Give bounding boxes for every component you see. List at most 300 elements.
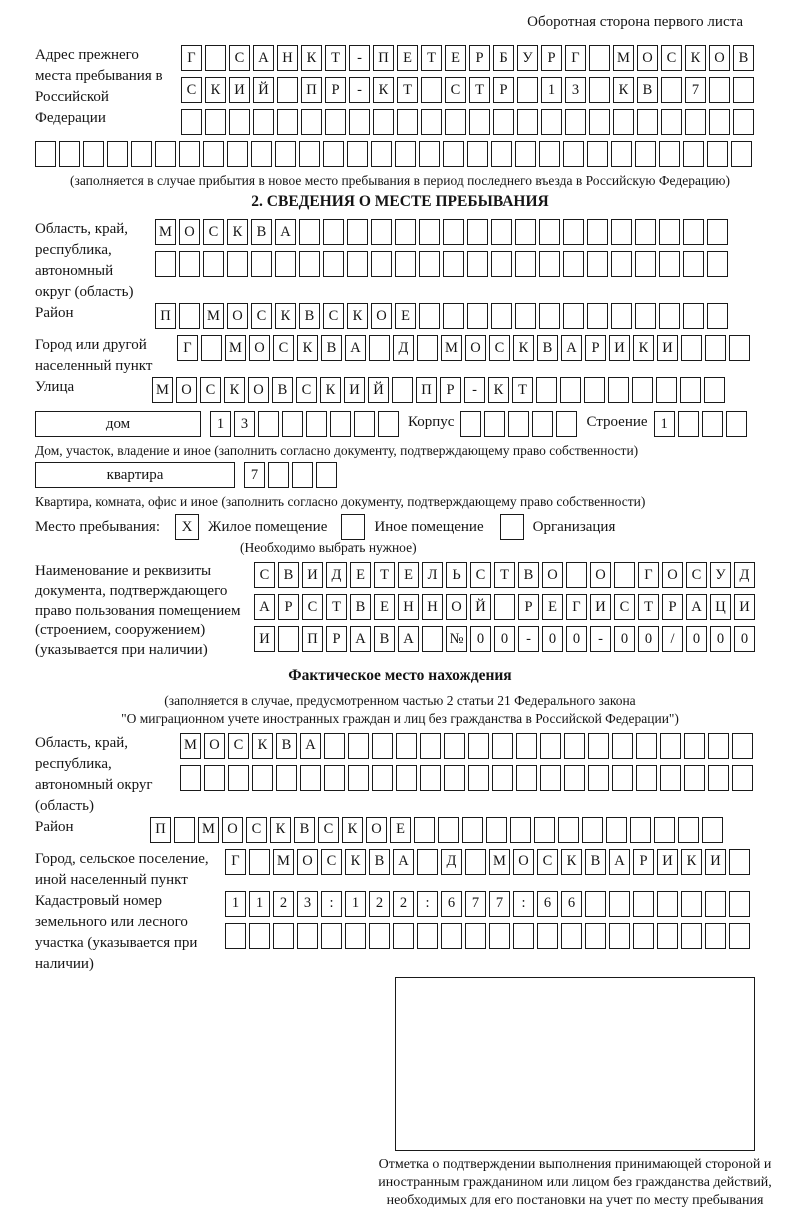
- char-cell[interactable]: О: [637, 45, 658, 71]
- char-cell[interactable]: 7: [489, 891, 510, 917]
- char-cell[interactable]: К: [633, 335, 654, 361]
- char-cell[interactable]: П: [373, 45, 394, 71]
- char-cell[interactable]: С: [203, 219, 224, 245]
- char-cell[interactable]: [709, 109, 730, 135]
- char-cell[interactable]: О: [662, 562, 683, 588]
- char-cell[interactable]: К: [224, 377, 245, 403]
- char-cell[interactable]: [636, 765, 657, 791]
- char-cell[interactable]: [540, 765, 561, 791]
- char-cell[interactable]: О: [249, 335, 270, 361]
- char-cell[interactable]: П: [302, 626, 323, 652]
- char-cell[interactable]: [491, 219, 512, 245]
- char-cell[interactable]: [299, 251, 320, 277]
- char-cell[interactable]: М: [441, 335, 462, 361]
- char-cell[interactable]: С: [200, 377, 221, 403]
- char-cell[interactable]: Р: [469, 45, 490, 71]
- char-cell[interactable]: И: [657, 335, 678, 361]
- char-cell[interactable]: В: [537, 335, 558, 361]
- char-cell[interactable]: [588, 765, 609, 791]
- char-cell[interactable]: [685, 109, 706, 135]
- char-cell[interactable]: [83, 141, 104, 167]
- char-cell[interactable]: [612, 765, 633, 791]
- char-cell[interactable]: П: [150, 817, 171, 843]
- char-cell[interactable]: О: [366, 817, 387, 843]
- char-cell[interactable]: :: [321, 891, 342, 917]
- char-cell[interactable]: В: [374, 626, 395, 652]
- char-cell[interactable]: [587, 141, 608, 167]
- char-cell[interactable]: Н: [398, 594, 419, 620]
- char-cell[interactable]: С: [489, 335, 510, 361]
- char-cell[interactable]: [637, 109, 658, 135]
- char-cell[interactable]: [420, 765, 441, 791]
- char-cell[interactable]: [563, 251, 584, 277]
- char-cell[interactable]: К: [227, 219, 248, 245]
- char-cell[interactable]: [468, 733, 489, 759]
- char-cell[interactable]: [584, 377, 605, 403]
- char-cell[interactable]: Г: [177, 335, 198, 361]
- char-cell[interactable]: С: [323, 303, 344, 329]
- char-cell[interactable]: [541, 109, 562, 135]
- char-cell[interactable]: А: [345, 335, 366, 361]
- char-cell[interactable]: [489, 923, 510, 949]
- char-cell[interactable]: И: [229, 77, 250, 103]
- char-cell[interactable]: [614, 562, 635, 588]
- char-cell[interactable]: С: [228, 733, 249, 759]
- char-cell[interactable]: [227, 141, 248, 167]
- char-cell[interactable]: Е: [390, 817, 411, 843]
- char-cell[interactable]: Р: [518, 594, 539, 620]
- char-cell[interactable]: Г: [638, 562, 659, 588]
- char-cell[interactable]: К: [270, 817, 291, 843]
- char-cell[interactable]: А: [561, 335, 582, 361]
- char-cell[interactable]: Й: [253, 77, 274, 103]
- char-cell[interactable]: [369, 923, 390, 949]
- char-cell[interactable]: 0: [710, 626, 731, 652]
- char-cell[interactable]: [417, 335, 438, 361]
- char-cell[interactable]: [443, 219, 464, 245]
- char-cell[interactable]: [373, 109, 394, 135]
- char-cell[interactable]: Ь: [446, 562, 467, 588]
- char-cell[interactable]: [205, 45, 226, 71]
- char-cell[interactable]: Р: [633, 849, 654, 875]
- char-cell[interactable]: 3: [234, 411, 255, 437]
- char-cell[interactable]: О: [222, 817, 243, 843]
- char-cell[interactable]: [443, 303, 464, 329]
- char-cell[interactable]: [657, 891, 678, 917]
- char-cell[interactable]: Т: [326, 594, 347, 620]
- char-cell[interactable]: [635, 219, 656, 245]
- char-cell[interactable]: С: [251, 303, 272, 329]
- char-cell[interactable]: Т: [638, 594, 659, 620]
- char-cell[interactable]: [704, 377, 725, 403]
- char-cell[interactable]: [300, 765, 321, 791]
- char-cell[interactable]: С: [321, 849, 342, 875]
- char-cell[interactable]: 1: [654, 411, 675, 437]
- char-cell[interactable]: К: [301, 45, 322, 71]
- char-cell[interactable]: Р: [440, 377, 461, 403]
- char-cell[interactable]: [323, 219, 344, 245]
- char-cell[interactable]: Р: [541, 45, 562, 71]
- char-cell[interactable]: [316, 462, 337, 488]
- char-cell[interactable]: [681, 335, 702, 361]
- char-cell[interactable]: [324, 733, 345, 759]
- char-cell[interactable]: [611, 303, 632, 329]
- char-cell[interactable]: [630, 817, 651, 843]
- char-cell[interactable]: О: [465, 335, 486, 361]
- char-cell[interactable]: [729, 335, 750, 361]
- char-cell[interactable]: [268, 462, 289, 488]
- char-cell[interactable]: В: [518, 562, 539, 588]
- char-cell[interactable]: -: [349, 45, 370, 71]
- organization-checkbox[interactable]: [500, 514, 524, 540]
- char-cell[interactable]: [587, 219, 608, 245]
- char-cell[interactable]: Н: [277, 45, 298, 71]
- char-cell[interactable]: [661, 77, 682, 103]
- char-cell[interactable]: Р: [326, 626, 347, 652]
- char-cell[interactable]: 2: [273, 891, 294, 917]
- char-cell[interactable]: П: [155, 303, 176, 329]
- char-cell[interactable]: [273, 923, 294, 949]
- char-cell[interactable]: [683, 251, 704, 277]
- char-cell[interactable]: 1: [210, 411, 231, 437]
- char-cell[interactable]: Д: [393, 335, 414, 361]
- char-cell[interactable]: К: [613, 77, 634, 103]
- char-cell[interactable]: [462, 817, 483, 843]
- char-cell[interactable]: С: [470, 562, 491, 588]
- char-cell[interactable]: [516, 765, 537, 791]
- char-cell[interactable]: [228, 765, 249, 791]
- char-cell[interactable]: 0: [566, 626, 587, 652]
- char-cell[interactable]: [369, 335, 390, 361]
- char-cell[interactable]: [180, 765, 201, 791]
- char-cell[interactable]: [515, 141, 536, 167]
- char-cell[interactable]: [155, 141, 176, 167]
- char-cell[interactable]: О: [248, 377, 269, 403]
- char-cell[interactable]: [561, 923, 582, 949]
- char-cell[interactable]: [494, 594, 515, 620]
- char-cell[interactable]: [660, 765, 681, 791]
- char-cell[interactable]: В: [278, 562, 299, 588]
- char-cell[interactable]: Р: [662, 594, 683, 620]
- char-cell[interactable]: [282, 411, 303, 437]
- char-cell[interactable]: [659, 219, 680, 245]
- char-cell[interactable]: 7: [685, 77, 706, 103]
- char-cell[interactable]: К: [488, 377, 509, 403]
- char-cell[interactable]: К: [681, 849, 702, 875]
- char-cell[interactable]: [611, 219, 632, 245]
- char-cell[interactable]: А: [275, 219, 296, 245]
- char-cell[interactable]: [372, 733, 393, 759]
- char-cell[interactable]: В: [637, 77, 658, 103]
- char-cell[interactable]: О: [446, 594, 467, 620]
- char-cell[interactable]: [441, 923, 462, 949]
- char-cell[interactable]: [633, 891, 654, 917]
- char-cell[interactable]: 0: [542, 626, 563, 652]
- char-cell[interactable]: 0: [494, 626, 515, 652]
- char-cell[interactable]: [348, 733, 369, 759]
- char-cell[interactable]: [467, 141, 488, 167]
- char-cell[interactable]: [659, 303, 680, 329]
- char-cell[interactable]: [393, 923, 414, 949]
- char-cell[interactable]: [486, 817, 507, 843]
- char-cell[interactable]: О: [176, 377, 197, 403]
- char-cell[interactable]: В: [733, 45, 754, 71]
- char-cell[interactable]: [539, 141, 560, 167]
- char-cell[interactable]: К: [513, 335, 534, 361]
- char-cell[interactable]: [732, 765, 753, 791]
- char-cell[interactable]: [443, 141, 464, 167]
- char-cell[interactable]: [179, 303, 200, 329]
- char-cell[interactable]: [589, 45, 610, 71]
- char-cell[interactable]: [708, 733, 729, 759]
- char-cell[interactable]: [566, 562, 587, 588]
- char-cell[interactable]: [609, 923, 630, 949]
- char-cell[interactable]: [179, 141, 200, 167]
- char-cell[interactable]: [278, 626, 299, 652]
- char-cell[interactable]: Е: [445, 45, 466, 71]
- char-cell[interactable]: [632, 377, 653, 403]
- char-cell[interactable]: Й: [368, 377, 389, 403]
- char-cell[interactable]: 7: [465, 891, 486, 917]
- char-cell[interactable]: [492, 733, 513, 759]
- char-cell[interactable]: 0: [734, 626, 755, 652]
- char-cell[interactable]: [422, 626, 443, 652]
- char-cell[interactable]: [484, 411, 505, 437]
- char-cell[interactable]: С: [445, 77, 466, 103]
- char-cell[interactable]: 1: [249, 891, 270, 917]
- char-cell[interactable]: [179, 251, 200, 277]
- char-cell[interactable]: [654, 817, 675, 843]
- char-cell[interactable]: М: [489, 849, 510, 875]
- char-cell[interactable]: [467, 219, 488, 245]
- char-cell[interactable]: С: [273, 335, 294, 361]
- char-cell[interactable]: [414, 817, 435, 843]
- char-cell[interactable]: Л: [422, 562, 443, 588]
- char-cell[interactable]: [467, 251, 488, 277]
- char-cell[interactable]: [708, 765, 729, 791]
- char-cell[interactable]: И: [254, 626, 275, 652]
- char-cell[interactable]: [606, 817, 627, 843]
- char-cell[interactable]: Т: [494, 562, 515, 588]
- char-cell[interactable]: И: [302, 562, 323, 588]
- char-cell[interactable]: [299, 219, 320, 245]
- char-cell[interactable]: У: [517, 45, 538, 71]
- char-cell[interactable]: [421, 77, 442, 103]
- char-cell[interactable]: 1: [345, 891, 366, 917]
- char-cell[interactable]: [636, 733, 657, 759]
- char-cell[interactable]: [227, 251, 248, 277]
- char-cell[interactable]: -: [464, 377, 485, 403]
- char-cell[interactable]: [277, 109, 298, 135]
- char-cell[interactable]: [539, 303, 560, 329]
- char-cell[interactable]: О: [513, 849, 534, 875]
- char-cell[interactable]: [588, 733, 609, 759]
- char-cell[interactable]: [539, 251, 560, 277]
- char-cell[interactable]: М: [225, 335, 246, 361]
- char-cell[interactable]: Д: [326, 562, 347, 588]
- char-cell[interactable]: И: [344, 377, 365, 403]
- char-cell[interactable]: [587, 251, 608, 277]
- char-cell[interactable]: О: [227, 303, 248, 329]
- char-cell[interactable]: О: [179, 219, 200, 245]
- char-cell[interactable]: К: [345, 849, 366, 875]
- char-cell[interactable]: [731, 141, 752, 167]
- char-cell[interactable]: И: [657, 849, 678, 875]
- char-cell[interactable]: [354, 411, 375, 437]
- char-cell[interactable]: [253, 109, 274, 135]
- char-cell[interactable]: [681, 923, 702, 949]
- char-cell[interactable]: Р: [585, 335, 606, 361]
- char-cell[interactable]: Т: [325, 45, 346, 71]
- char-cell[interactable]: [155, 251, 176, 277]
- char-cell[interactable]: [582, 817, 603, 843]
- char-cell[interactable]: [468, 765, 489, 791]
- char-cell[interactable]: [678, 411, 699, 437]
- char-cell[interactable]: [396, 765, 417, 791]
- char-cell[interactable]: [635, 303, 656, 329]
- char-cell[interactable]: Г: [565, 45, 586, 71]
- char-cell[interactable]: [249, 923, 270, 949]
- char-cell[interactable]: [681, 891, 702, 917]
- char-cell[interactable]: В: [251, 219, 272, 245]
- char-cell[interactable]: Т: [512, 377, 533, 403]
- char-cell[interactable]: [203, 251, 224, 277]
- char-cell[interactable]: [537, 923, 558, 949]
- char-cell[interactable]: Т: [421, 45, 442, 71]
- char-cell[interactable]: [323, 251, 344, 277]
- char-cell[interactable]: [348, 765, 369, 791]
- char-cell[interactable]: [493, 109, 514, 135]
- char-cell[interactable]: [589, 77, 610, 103]
- char-cell[interactable]: [729, 891, 750, 917]
- char-cell[interactable]: [510, 817, 531, 843]
- char-cell[interactable]: [396, 733, 417, 759]
- char-cell[interactable]: К: [561, 849, 582, 875]
- char-cell[interactable]: [252, 765, 273, 791]
- char-cell[interactable]: В: [276, 733, 297, 759]
- char-cell[interactable]: [684, 765, 705, 791]
- char-cell[interactable]: О: [204, 733, 225, 759]
- char-cell[interactable]: -: [349, 77, 370, 103]
- char-cell[interactable]: П: [416, 377, 437, 403]
- char-cell[interactable]: В: [369, 849, 390, 875]
- char-cell[interactable]: [174, 817, 195, 843]
- char-cell[interactable]: -: [590, 626, 611, 652]
- char-cell[interactable]: А: [300, 733, 321, 759]
- char-cell[interactable]: [131, 141, 152, 167]
- char-cell[interactable]: [683, 141, 704, 167]
- char-cell[interactable]: 3: [297, 891, 318, 917]
- char-cell[interactable]: [707, 219, 728, 245]
- residential-checkbox[interactable]: X: [175, 514, 199, 540]
- char-cell[interactable]: [324, 765, 345, 791]
- char-cell[interactable]: Е: [350, 562, 371, 588]
- char-cell[interactable]: [491, 141, 512, 167]
- char-cell[interactable]: [515, 303, 536, 329]
- char-cell[interactable]: [585, 891, 606, 917]
- char-cell[interactable]: [276, 765, 297, 791]
- char-cell[interactable]: [729, 849, 750, 875]
- char-cell[interactable]: С: [246, 817, 267, 843]
- char-cell[interactable]: [444, 765, 465, 791]
- char-cell[interactable]: [611, 251, 632, 277]
- char-cell[interactable]: К: [685, 45, 706, 71]
- char-cell[interactable]: С: [614, 594, 635, 620]
- char-cell[interactable]: [204, 765, 225, 791]
- char-cell[interactable]: И: [734, 594, 755, 620]
- char-cell[interactable]: К: [205, 77, 226, 103]
- char-cell[interactable]: [371, 219, 392, 245]
- char-cell[interactable]: [445, 109, 466, 135]
- char-cell[interactable]: [659, 251, 680, 277]
- char-cell[interactable]: Г: [181, 45, 202, 71]
- char-cell[interactable]: [534, 817, 555, 843]
- char-cell[interactable]: [465, 849, 486, 875]
- char-cell[interactable]: М: [198, 817, 219, 843]
- char-cell[interactable]: [513, 923, 534, 949]
- char-cell[interactable]: -: [518, 626, 539, 652]
- char-cell[interactable]: [395, 219, 416, 245]
- char-cell[interactable]: В: [585, 849, 606, 875]
- char-cell[interactable]: М: [613, 45, 634, 71]
- char-cell[interactable]: С: [686, 562, 707, 588]
- char-cell[interactable]: [443, 251, 464, 277]
- other-premises-checkbox[interactable]: [341, 514, 365, 540]
- char-cell[interactable]: [517, 77, 538, 103]
- char-cell[interactable]: [733, 77, 754, 103]
- char-cell[interactable]: [705, 923, 726, 949]
- char-cell[interactable]: [680, 377, 701, 403]
- char-cell[interactable]: [297, 923, 318, 949]
- char-cell[interactable]: К: [252, 733, 273, 759]
- char-cell[interactable]: [347, 251, 368, 277]
- char-cell[interactable]: [532, 411, 553, 437]
- char-cell[interactable]: А: [350, 626, 371, 652]
- char-cell[interactable]: Р: [493, 77, 514, 103]
- char-cell[interactable]: Е: [374, 594, 395, 620]
- char-cell[interactable]: [657, 923, 678, 949]
- char-cell[interactable]: [321, 923, 342, 949]
- char-cell[interactable]: [205, 109, 226, 135]
- char-cell[interactable]: [608, 377, 629, 403]
- char-cell[interactable]: [345, 923, 366, 949]
- char-cell[interactable]: 6: [561, 891, 582, 917]
- char-cell[interactable]: [585, 923, 606, 949]
- char-cell[interactable]: [612, 733, 633, 759]
- char-cell[interactable]: 7: [244, 462, 265, 488]
- char-cell[interactable]: [277, 77, 298, 103]
- char-cell[interactable]: [275, 251, 296, 277]
- char-cell[interactable]: [419, 251, 440, 277]
- char-cell[interactable]: [707, 251, 728, 277]
- char-cell[interactable]: О: [297, 849, 318, 875]
- char-cell[interactable]: [465, 923, 486, 949]
- char-cell[interactable]: [611, 141, 632, 167]
- char-cell[interactable]: 2: [393, 891, 414, 917]
- char-cell[interactable]: 6: [441, 891, 462, 917]
- char-cell[interactable]: [732, 733, 753, 759]
- char-cell[interactable]: [417, 923, 438, 949]
- char-cell[interactable]: [564, 733, 585, 759]
- char-cell[interactable]: [684, 733, 705, 759]
- char-cell[interactable]: Т: [397, 77, 418, 103]
- char-cell[interactable]: С: [318, 817, 339, 843]
- char-cell[interactable]: П: [301, 77, 322, 103]
- char-cell[interactable]: [563, 303, 584, 329]
- char-cell[interactable]: :: [417, 891, 438, 917]
- char-cell[interactable]: [420, 733, 441, 759]
- char-cell[interactable]: [633, 923, 654, 949]
